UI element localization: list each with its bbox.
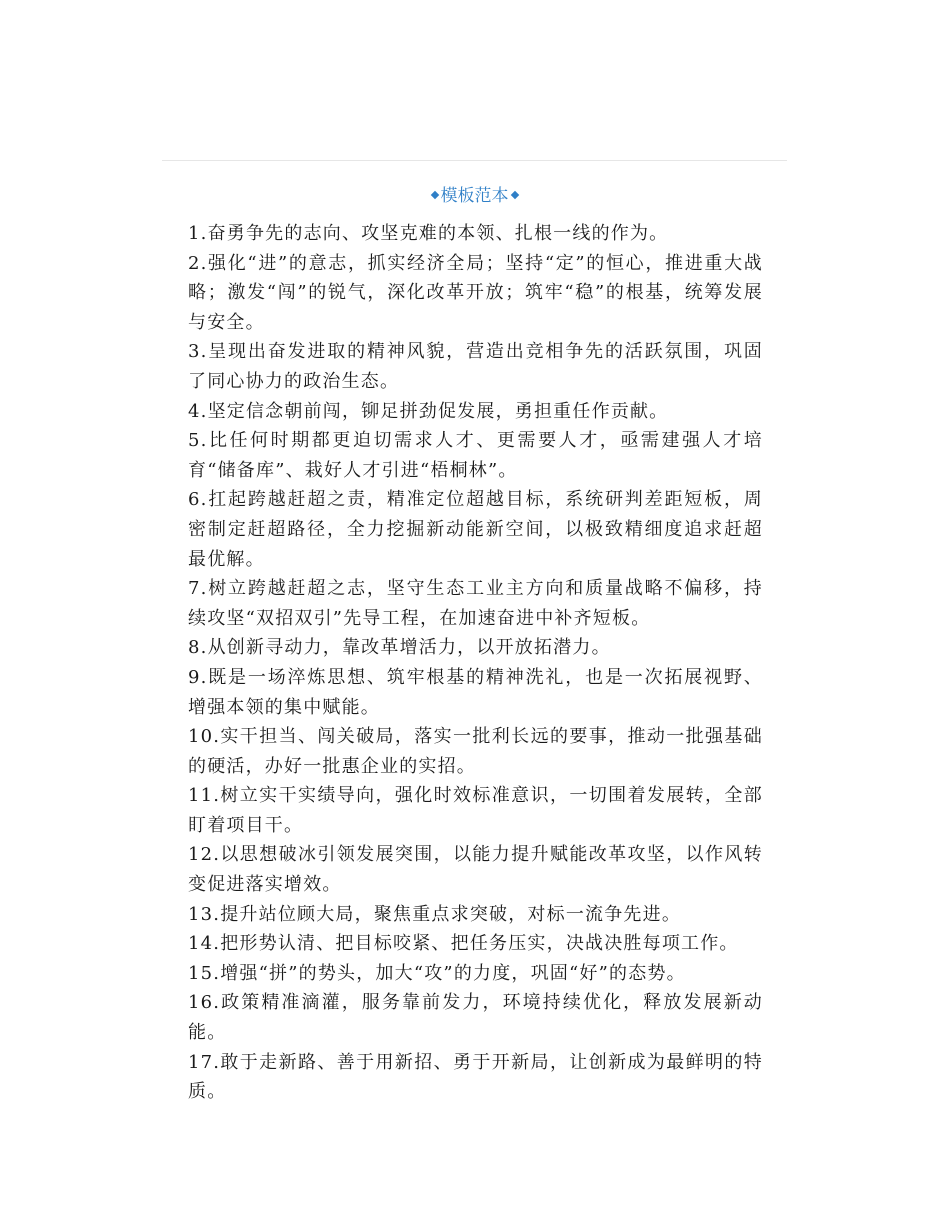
list-item: 7.树立跨越赶超之志，坚守生态工业主方向和质量战略不偏移，持续攻坚“双招双引”先导工程，在加速奋进中补齐短板。	[188, 578, 763, 629]
list-item: 17.敢于走新路、善于用新招、勇于开新局，让创新成为最鲜明的特质。	[188, 1051, 763, 1103]
list-item: 4.坚定信念朝前闯，铆足拼劲促发展，勇担重任作贡献。	[188, 400, 669, 422]
list-item: 14.把形势认清、把目标咬紧、把任务压实，决战决胜每项工作。	[188, 933, 739, 955]
list-item: 11.树立实干实绩导向，强化时效标准意识，一切围着发展转，全部盯着项目干。	[188, 785, 763, 836]
list-item: 2.强化“进”的意志，抓实经济全局；坚持“定”的恒心，推进重大战略；激发“闯”的锐气，深化改革开放；筑牢“稳”的根基，统筹发展与安全。	[188, 252, 763, 333]
list-item: 9.既是一场淬炼思想、筑牢根基的精神洗礼，也是一次拓展视野、增强本领的集中赋能。	[188, 666, 763, 718]
diamond-icon	[430, 190, 438, 198]
list-item: 13.提升站位顾大局，聚焦重点求突破，对标一流争先进。	[188, 903, 682, 925]
list-item: 5.比任何时期都更迫切需求人才、更需要人才，亟需建强人才培育“储备库”、栽好人才引进“梧桐林”。	[188, 430, 763, 481]
list-item: 3.呈现出奋发进取的精神风貌，营造出竞相争先的活跃氛围，巩固了同心协力的政治生态。	[188, 341, 763, 392]
list-item: 10.实干担当、闯关破局，落实一批利长远的要事，推动一批强基础的硬活，办好一批惠企业的实招。	[188, 726, 763, 777]
diamond-icon	[510, 190, 518, 198]
list-item: 15.增强“拼”的势头，加大“攻”的力度，巩固“好”的态势。	[188, 962, 686, 984]
list-item: 6.扛起跨越赶超之责，精准定位超越目标，系统研判差距短板，周密制定赶超路径，全力挖掘新动能新空间，以极致精细度追求赶超最优解。	[188, 489, 763, 570]
list-item: 12.以思想破冰引领发展突围，以能力提升赋能改革攻坚，以作风转变促进落实增效。	[188, 844, 763, 896]
item-list	[188, 219, 763, 1107]
list-item: 8.从创新寻动力，靠改革增活力，以开放拓潜力。	[188, 637, 611, 659]
list-item: 1.奋勇争先的志向、攻坚克难的本领、扎根一线的作为。	[188, 223, 669, 244]
list-item: 16.政策精准滴灌，服务靠前发力，环境持续优化，释放发展新动能。	[188, 992, 763, 1044]
top-divider	[162, 160, 787, 161]
section-title: 模板范本	[440, 186, 509, 206]
section-header	[162, 183, 787, 209]
